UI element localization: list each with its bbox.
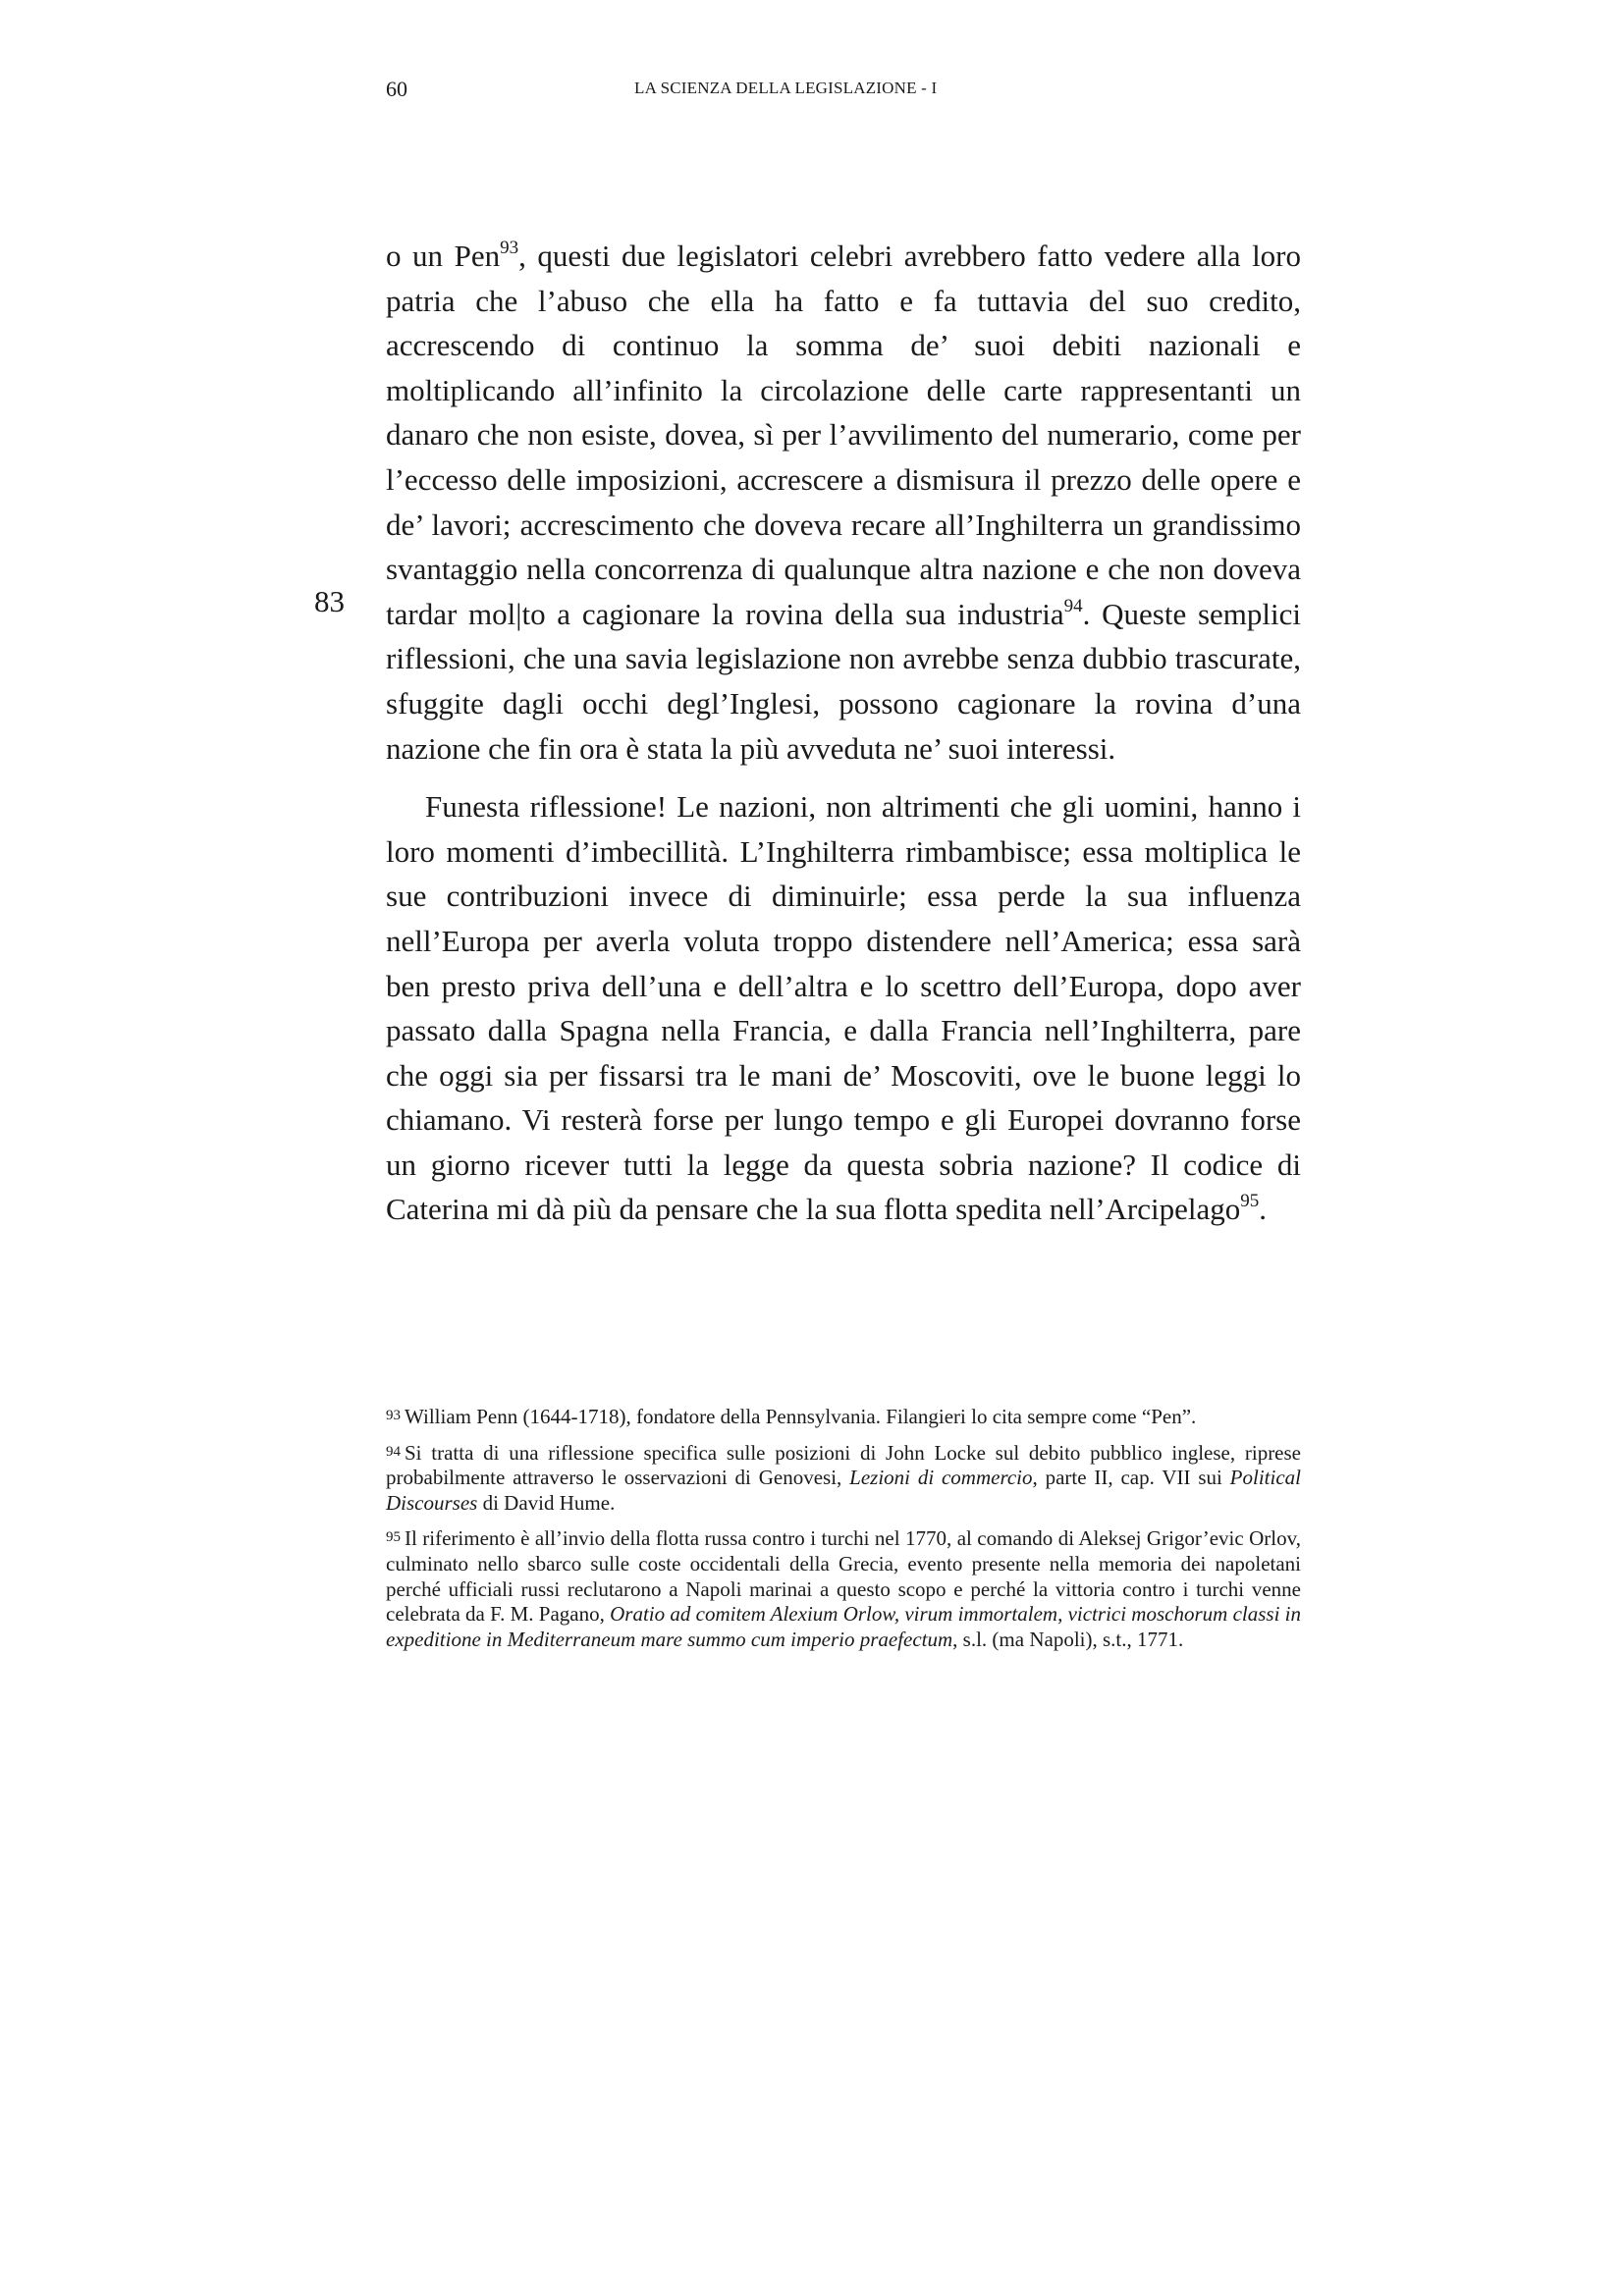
footnote-94: 94 Si tratta di una riflessione specifica sulle posizioni di John Locke sul debito pubblico inglese, riprese probabilmente attraverso le osservazioni di Genovesi, Lezioni di commercio, parte II, cap. VII sui Political Discourses di David Hume.: [386, 1440, 1301, 1515]
running-header: [386, 77, 1301, 106]
citation-title: Oratio ad comitem Alexium Orlow, virum immortalem, victrici moschorum classi in expeditione in Mediterraneum mare summo cum imperio praefectum: [386, 1602, 1301, 1651]
footnotes: [386, 1404, 1301, 1662]
footnote-number: 93: [386, 1408, 401, 1423]
citation-title: Lezioni di commercio: [849, 1466, 1033, 1490]
footnote-ref-95[interactable]: 95: [1240, 1191, 1260, 1212]
paragraph-1: o un Pen$^{93}$, questi due legislatori celebri avrebbero fatto vedere alla loro patria che l’abuso che ella ha fatto e fa tuttavia del suo credito, accrescendo di continuo la somma de’ suoi debiti nazionali e moltiplicando all’infinito la circolazione delle carte rappresentanti un danaro che non esiste, dovea, sì per l’avvilimento del numerario, come per l’eccesso delle imposizioni, accrescere a dismisura il prezzo delle opere e de’ lavori; accrescimento che doveva recare all’Inghilterra un grandissimo svantaggio nella concorrenza di qualunque altra nazione e che non doveva tardar mol|to a cagionare la rovina della sua industria$^{94}$. Queste semplici riflessioni, che una savia legislazione non avrebbe senza dubbio trascurate, sfuggite dagli occhi degl’Inglesi, possono cagionare la rovina d’una nazione che fin ora è stata la più avveduta ne’ suoi interessi.: [386, 238, 1302, 766]
footnote-93: 93 William Penn (1644-1718), fondatore della Pennsylvania. Filangieri lo cita sempre come “Pen”.: [386, 1405, 1197, 1428]
citation-title: Political Discourses: [386, 1466, 1301, 1515]
main-text: [386, 234, 1301, 1232]
paragraph-2: Funesta riflessione! Le nazioni, non altrimenti che gli uomini, hanno i loro momenti d’imbecillità. L’Inghilterra rimbambisce; essa moltiplica le sue contribuzioni invece di diminuirle; essa perde la sua influenza nell’Europa per averla voluta troppo distendere nell’America; essa sarà ben presto priva dell’una e dell’altra e lo scettro dell’Europa, dopo aver passato dalla Spagna nella Francia, e dalla Francia nell’Inghilterra, pare che oggi sia per fissarsi tra le mani de’ Moscoviti, ove le buone leggi lo chiamano. Vi resterà forse per lungo tempo e gli Europei dovranno forse un giorno ricever tutti la legge da questa sobria nazione? Il codice di Caterina mi dà più da pensare che la sua flotta spedita nell’Arcipelago$^{95}$.: [386, 789, 1301, 1227]
footnote-number: 94: [386, 1443, 401, 1460]
footnote-number: 95: [386, 1529, 401, 1546]
footnote-ref-93[interactable]: 93: [500, 238, 519, 258]
page-number: 60: [386, 77, 407, 101]
footnote-ref-94[interactable]: 94: [1063, 595, 1083, 616]
footnote-95: 95 Il riferimento è all’invio della flotta russa contro i turchi nel 1770, al comando di Aleksej Grigor’evic Orlov, culminato nello sbarco sulle coste occidentali della Grecia, evento presente nella memoria dei napoletani perché ufficiali russi reclutarono a Napoli marinai a questo scopo e perché la vittoria contro i turchi venne celebrata da F. M. Pagano, Oratio ad comitem Alexium Orlow, virum immortalem, victrici moschorum classi in expeditione in Mediterraneum mare summo cum imperio praefectum, s.l. (ma Napoli), s.t., 1771.: [386, 1526, 1301, 1651]
margin-page-reference: 83: [314, 584, 345, 618]
running-title: LA SCIENZA DELLA LEGISLAZIONE - I: [634, 79, 938, 97]
